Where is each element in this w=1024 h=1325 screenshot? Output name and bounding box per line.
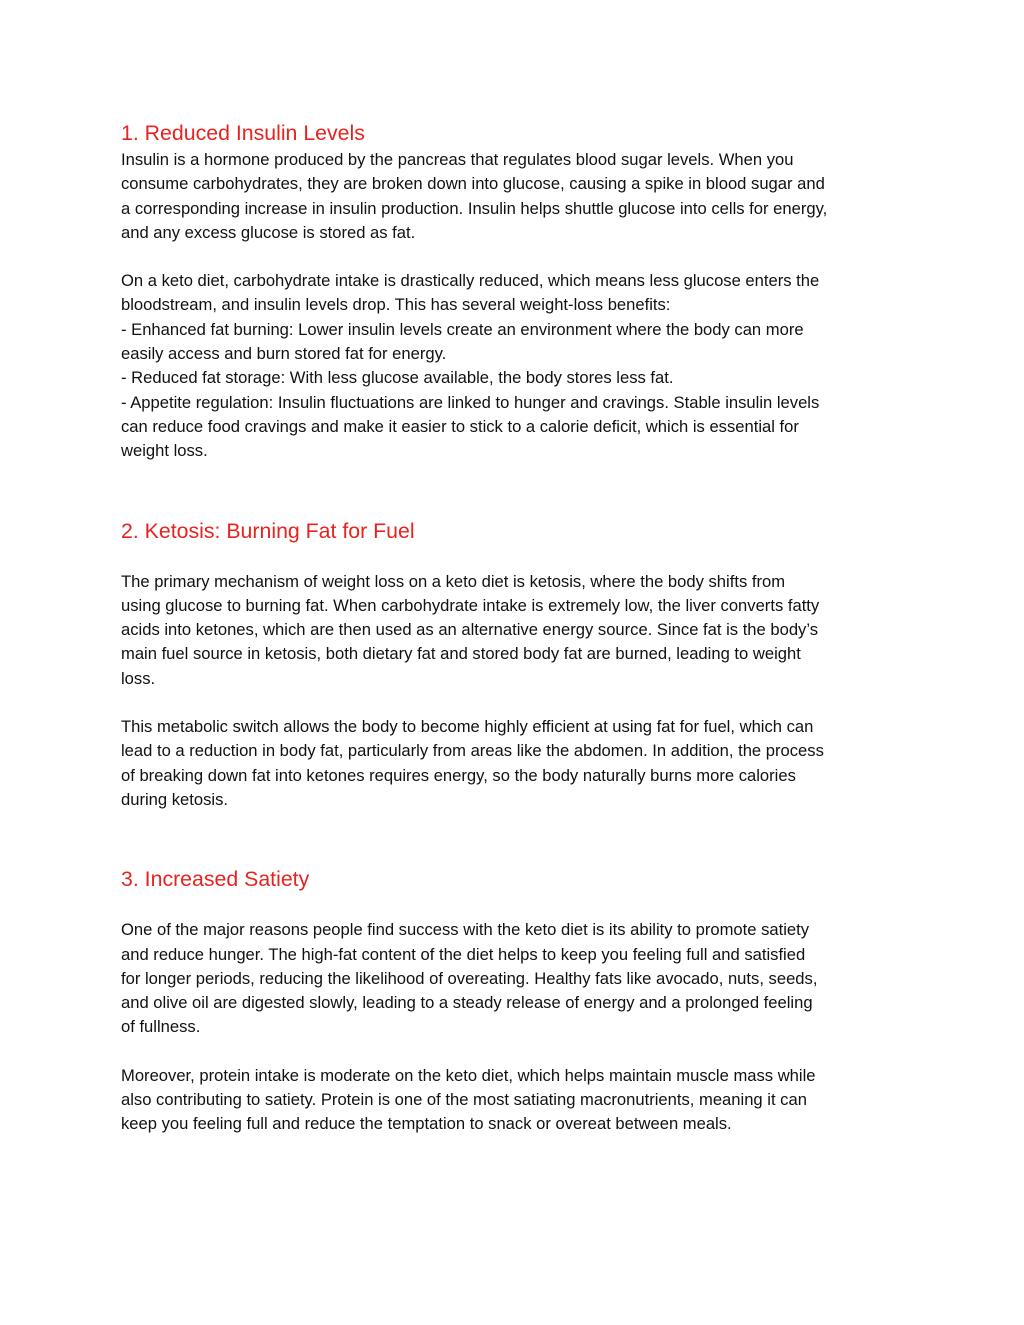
text-line: weight loss. [121, 441, 208, 461]
section-1-paragraph-2 [121, 269, 911, 463]
section-spacer [121, 812, 911, 864]
section-2-paragraph-1 [121, 570, 911, 691]
section-heading-reduced-insulin: 1. Reduced Insulin Levels [121, 121, 365, 145]
paragraph-spacer [121, 1040, 911, 1064]
text-line: main fuel source in ketosis, both dietary fat and stored body fat are burned, leading to weight [121, 644, 801, 664]
paragraph-spacer [121, 691, 911, 715]
text-line: during ketosis. [121, 789, 228, 809]
section-heading-ketosis: 2. Ketosis: Burning Fat for Fuel [121, 518, 415, 543]
text-line: Moreover, protein intake is moderate on the keto diet, which helps maintain muscle mass while [121, 1065, 816, 1085]
text-line: The primary mechanism of weight loss on a keto diet is ketosis, where the body shifts from [121, 571, 786, 591]
text-line: using glucose to burning fat. When carbohydrate intake is extremely low, the liver converts fatty [121, 595, 820, 615]
text-line: One of the major reasons people find success with the keto diet is its ability to promote satiety [121, 920, 810, 940]
section-1-paragraph-1 [121, 148, 911, 245]
section-2-paragraph-2 [121, 715, 911, 812]
document-page [121, 118, 911, 1137]
text-line: of breaking down fat into ketones requires energy, so the body naturally burns more calories [121, 765, 796, 785]
text-line: and reduce hunger. The high-fat content of the diet helps to keep you feeling full and satisfied [121, 944, 806, 964]
section-heading-satiety: 3. Increased Satiety [121, 867, 310, 892]
text-line: bloodstream, and insulin levels drop. This has several weight-loss benefits: [121, 295, 671, 315]
section-3-paragraph-2 [121, 1064, 911, 1137]
text-line: acids into ketones, which are then used as an alternative energy source. Since fat is the body’s [121, 620, 819, 640]
section-3-paragraph-1 [121, 918, 911, 1039]
text-line: a corresponding increase in insulin production. Insulin helps shuttle glucose into cells for energy, [121, 198, 828, 218]
text-line: This metabolic switch allows the body to become highly efficient at using fat for fuel, which can [121, 717, 814, 737]
paragraph-spacer [121, 894, 911, 918]
text-line: can reduce food cravings and make it easier to stick to a calorie deficit, which is essential for [121, 416, 799, 436]
text-line: - Reduced fat storage: With less glucose available, the body stores less fat. [121, 368, 674, 388]
text-line: lead to a reduction in body fat, particularly from areas like the abdomen. In addition, the process [121, 741, 824, 761]
paragraph-spacer [121, 546, 911, 570]
text-line: of fullness. [121, 1017, 201, 1037]
text-line: keep you feeling full and reduce the temptation to snack or overeat between meals. [121, 1114, 732, 1134]
text-line: - Enhanced fat burning: Lower insulin levels create an environment where the body can more [121, 319, 804, 339]
paragraph-spacer [121, 245, 911, 269]
text-line: and any excess glucose is stored as fat. [121, 222, 416, 242]
text-line: - Appetite regulation: Insulin fluctuations are linked to hunger and cravings. Stable insulin levels [121, 392, 820, 412]
text-line: loss. [121, 668, 156, 688]
text-line: also contributing to satiety. Protein is one of the most satiating macronutrients, meaning it can [121, 1090, 807, 1110]
text-line: and olive oil are digested slowly, leading to a steady release of energy and a prolonged feeling [121, 993, 813, 1013]
text-line: On a keto diet, carbohydrate intake is drastically reduced, which means less glucose enters the [121, 271, 820, 291]
text-line: easily access and burn stored fat for energy. [121, 344, 447, 364]
text-line: for longer periods, reducing the likelihood of overeating. Healthy fats like avocado, nuts, seeds, [121, 968, 818, 988]
section-spacer [121, 464, 911, 516]
text-line: Insulin is a hormone produced by the pancreas that regulates blood sugar levels. When you [121, 150, 794, 169]
text-line: consume carbohydrates, they are broken down into glucose, causing a spike in blood sugar and [121, 174, 825, 194]
